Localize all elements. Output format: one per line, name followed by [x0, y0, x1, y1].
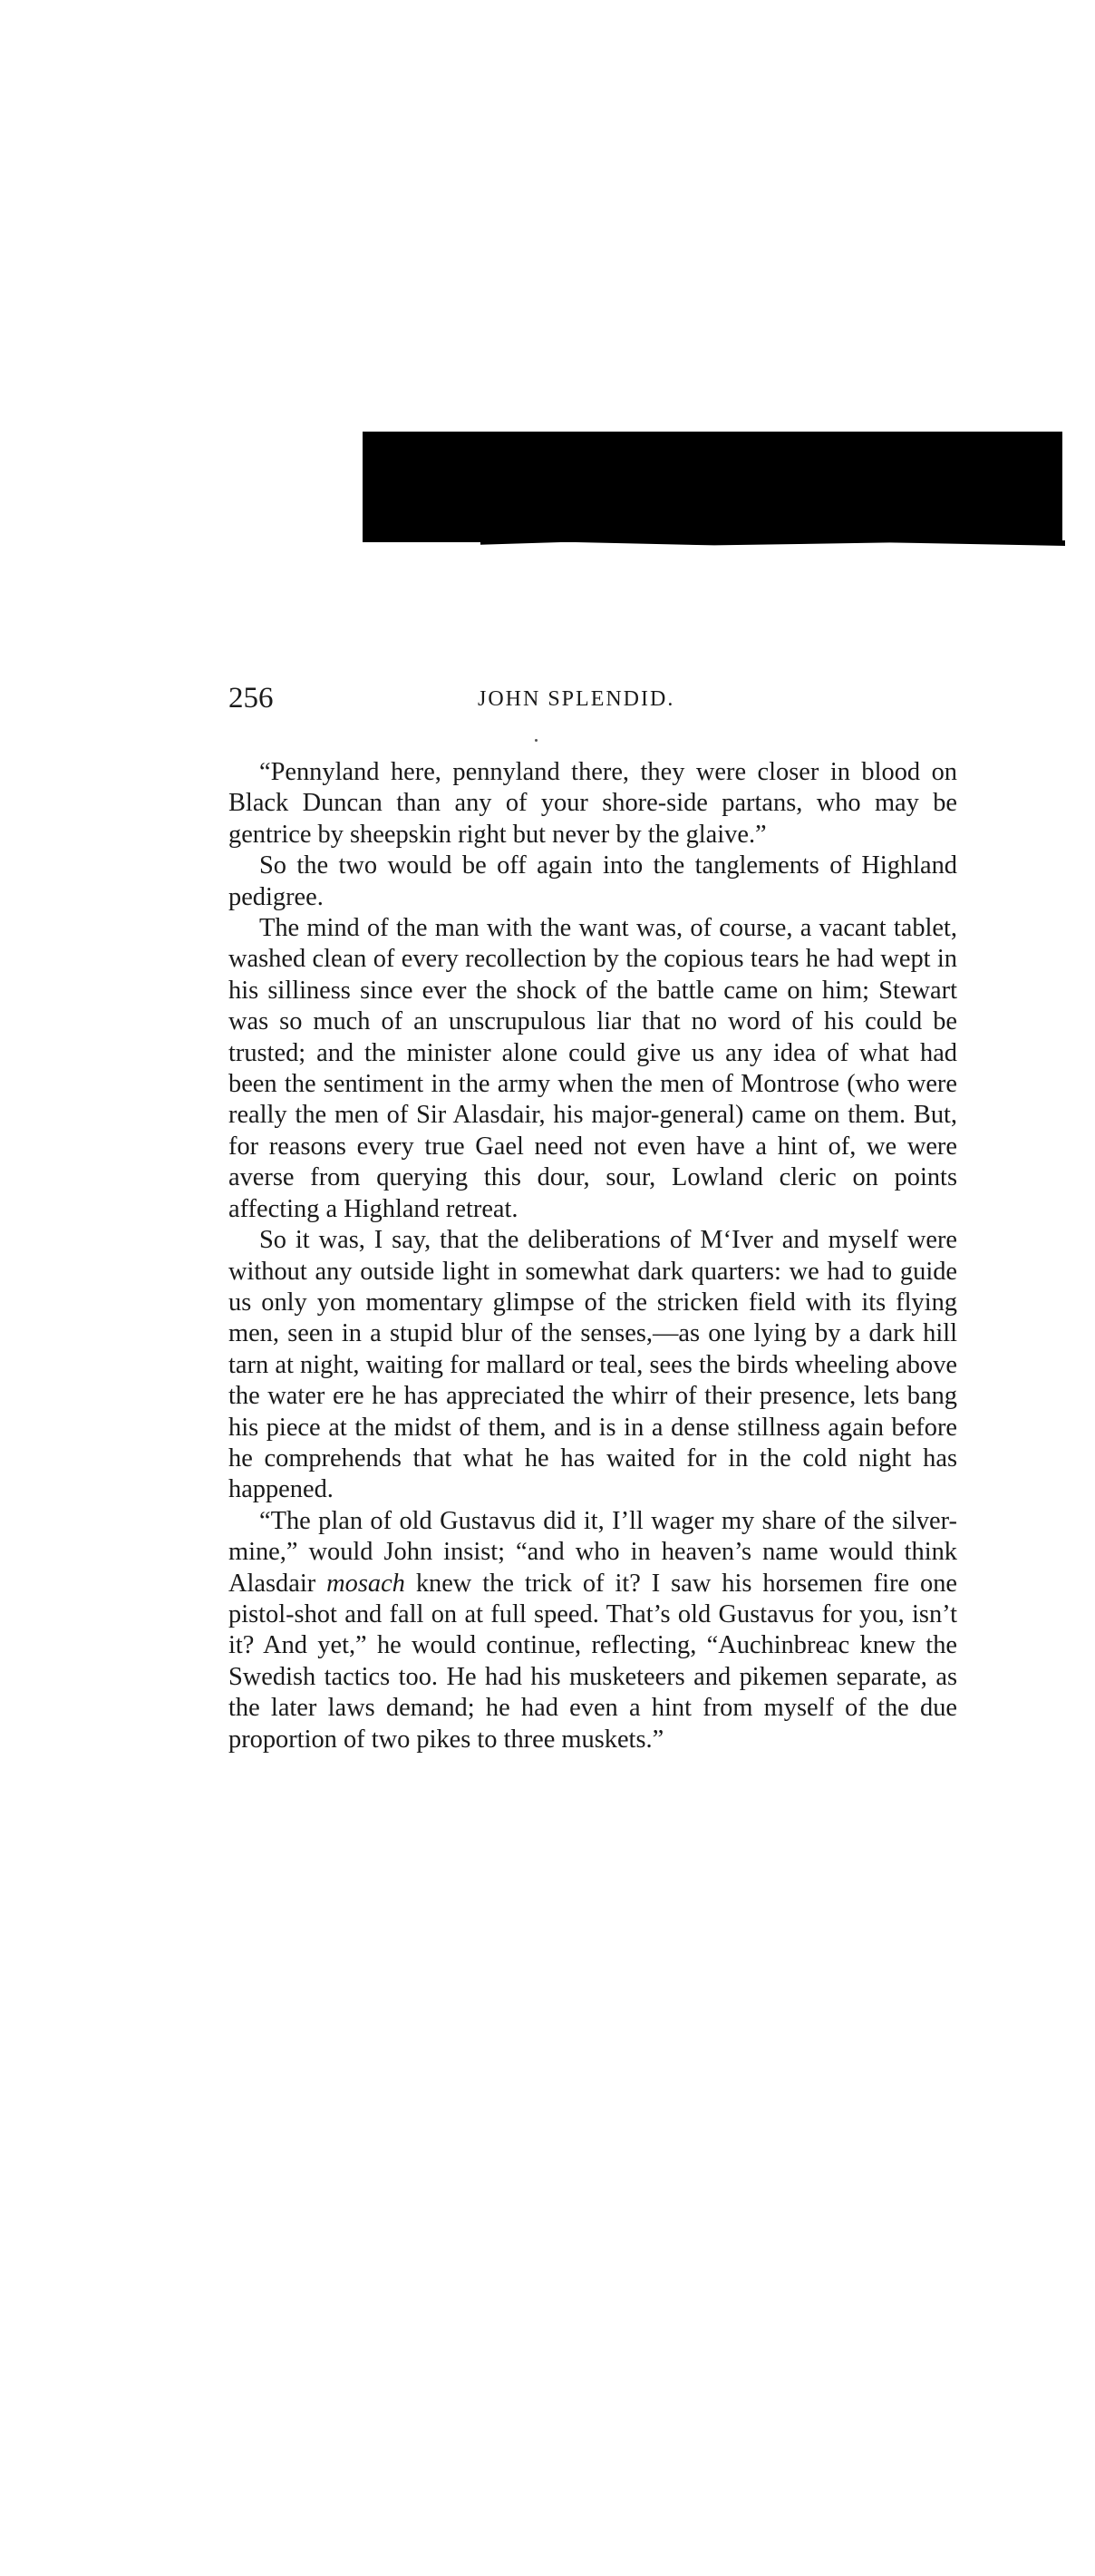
italic-word: mosach	[326, 1569, 405, 1598]
running-title: JOHN SPLENDID.	[478, 687, 675, 711]
redaction-bar	[363, 432, 1062, 542]
page-number: 256	[228, 682, 274, 714]
print-speck	[535, 739, 538, 742]
body-text	[228, 757, 957, 1755]
paragraph-4: So it was, I say, that the deliberations of M‘Iver and myself were without any outside light in somewhat dark quarters: we had to guide us only yon momentary glimpse of the stricken field with its flying men, seen in a stupid blur of the senses,—as one lying by a dark hill tarn at night, waiting for mallard or teal, sees the birds wheeling above the water ere he has appreciated the whirr of their presence, lets bang his piece at the midst of them, and is in a dense stillness again before he comprehends that what he has waited for in the cold night has happened.	[228, 1226, 957, 1504]
redaction-bar-edge	[480, 540, 1065, 546]
paragraph-5-end: knew the trick of it? I saw his horsemen fire one pistol-shot and fall on at full speed. That’s old Gustavus for you, isn’t it? And yet,” he would continue, reflecting, “Auchinbreac knew the Swedish tactics too. He had his musketeers and pikemen separate, as the later laws demand; he had even a hint from myself of the due proportion of two pikes to three muskets.”	[228, 1569, 957, 1754]
paragraph-2: So the two would be off again into the tanglements of Highland pedigree.	[228, 851, 957, 911]
page-header	[228, 682, 957, 722]
paragraph-1: “Pennyland here, pennyland there, they were closer in blood on Black Duncan than any of your shore-side partans, who may be gentrice by sheepskin right but never by the glaive.”	[228, 758, 957, 849]
paragraph-3: The mind of the man with the want was, of course, a vacant tablet, washed clean of every recollection by the copious tears he had wept in his silliness since ever the shock of the battle came on him; Stewart was so much of an unscrupulous liar that no word of his could be trusted; and the minister alone could give us any idea of what had been the sentiment in the army when the men of Montrose (who were really the men of Sir Alasdair, his major-general) came on them. But, for reasons every true Gael need not even have a hint of, we were averse from querying this dour, sour, Lowland cleric on points affecting a Highland retreat.	[228, 914, 957, 1223]
paragraph-5-start: “The plan of old Gustavus did it, I’ll wager my share of the silver-mine,” would John insist; “and who in heaven’s name would think Alasdair	[228, 1506, 957, 1598]
paragraph-5	[228, 1506, 957, 1755]
